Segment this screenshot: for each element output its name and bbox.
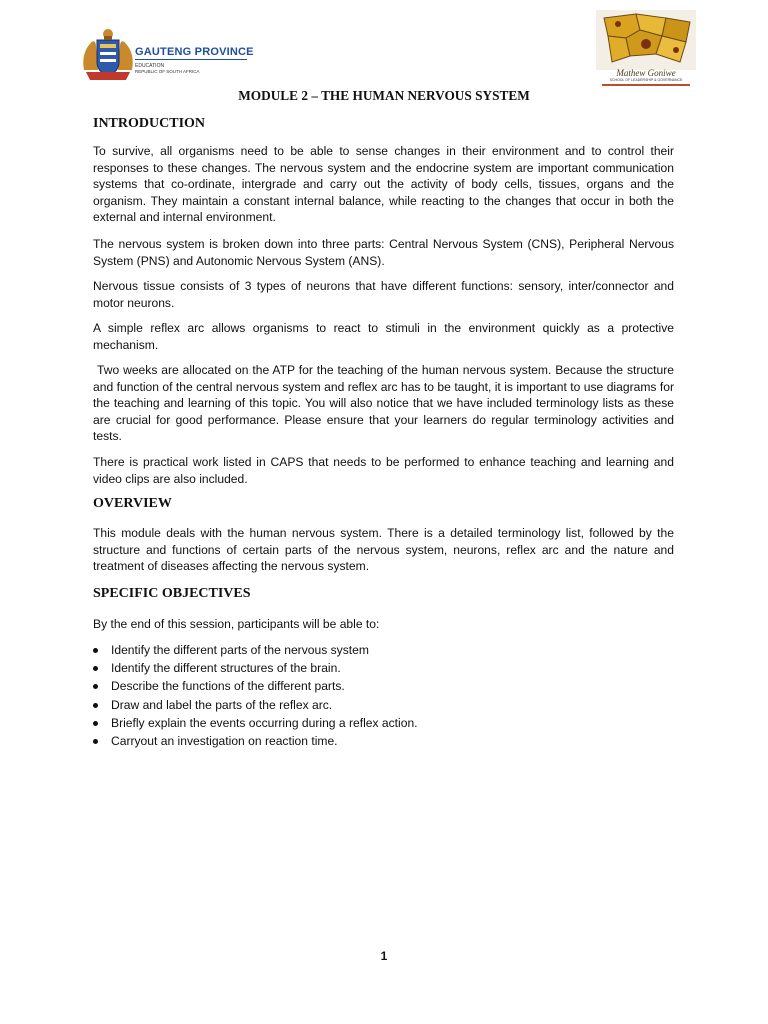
page-number: 1 xyxy=(380,949,388,963)
logo-subtitle-country: REPUBLIC OF SOUTH AFRICA xyxy=(135,69,200,74)
intro-paragraph-3: Nervous tissue consists of 3 types of neurons that have different functions: sensory, inter/connector and motor neurons. xyxy=(93,279,674,310)
bullet-icon xyxy=(93,684,98,689)
intro-paragraph-4: A simple reflex arc allows organisms to react to stimuli in the environment quickly as a protective mechanism. xyxy=(93,321,674,352)
bullet-icon xyxy=(93,721,98,726)
objective-text: Draw and label the parts of the reflex arc. xyxy=(111,697,333,712)
bullet-icon xyxy=(93,703,98,708)
objective-text: Describe the functions of the different parts. xyxy=(111,679,345,694)
logo-subtitle: EDUCATION xyxy=(135,63,165,69)
logo-tagline: SCHOOL OF LEADERSHIP & GOVERNANCE xyxy=(609,78,683,82)
bullet-icon xyxy=(93,739,98,744)
logo-title: GAUTENG PROVINCE xyxy=(135,46,254,58)
bullet-icon xyxy=(93,648,98,653)
intro-paragraph-5: Two weeks are allocated on the ATP for the teaching of the human nervous system. Because the structure and function of the central nervous system and reflex arc has to be taught, it is important to use diagrams for the teaching and learning of this topic. You will also notice that we have included terminology lists as these are crucial for good performance. Please ensure that your learners do regular terminology activities and tests. xyxy=(93,363,674,443)
list-item xyxy=(93,714,674,732)
list-item xyxy=(93,641,674,659)
objective-text: Identify the different parts of the nervous system xyxy=(111,643,369,657)
gauteng-logo xyxy=(80,26,254,84)
list-item xyxy=(93,677,674,695)
intro-paragraph-2: The nervous system is broken down into three parts: Central Nervous System (CNS), Peripheral Nervous System (PNS) and Autonomic Nervous System (ANS). xyxy=(93,237,674,268)
intro-paragraph-6: There is practical work listed in CAPS that needs to be performed to enhance teaching and learning and video clips are also included. xyxy=(93,455,674,486)
coat-of-arms-icon xyxy=(80,26,136,84)
overview-paragraph: This module deals with the human nervous system. There is a detailed terminology list, followed by the structure and functions of certain parts of the nervous system, neurons, reflex arc and the nature and treatment of diseases affecting the nervous system. xyxy=(93,526,674,573)
list-item xyxy=(93,732,674,750)
document-title: MODULE 2 – THE HUMAN NERVOUS SYSTEM xyxy=(238,88,530,103)
bullet-icon xyxy=(93,666,98,671)
logo-name: Mathew Goniwe xyxy=(616,68,676,78)
list-item xyxy=(93,659,674,677)
objective-text: Carryout an investigation on reaction time. xyxy=(111,733,338,748)
objective-text: Briefly explain the events occurring during a reflex action. xyxy=(111,715,418,730)
overview-heading: OVERVIEW xyxy=(93,496,172,511)
intro-paragraph-1: To survive, all organisms need to be able to sense changes in their environment and to control their responses to these changes. The nervous system and the endocrine system are important communication systems that co-ordinate, intergrade and carry out the activity of body cells, tissues, organs and the organism. They maintain a constant internal balance, while reacting to the changes that occur in both the external and internal environment. xyxy=(93,144,674,224)
introduction-heading: INTRODUCTION xyxy=(93,116,206,131)
objectives-heading: SPECIFIC OBJECTIVES xyxy=(93,586,251,601)
puzzle-image-icon xyxy=(596,10,696,70)
objectives-list xyxy=(93,641,674,750)
objectives-lead: By the end of this session, participants will be able to: xyxy=(93,617,380,631)
objective-text: Identify the different structures of the brain. xyxy=(111,661,341,676)
goniwe-logo xyxy=(596,10,696,90)
list-item xyxy=(93,696,674,714)
